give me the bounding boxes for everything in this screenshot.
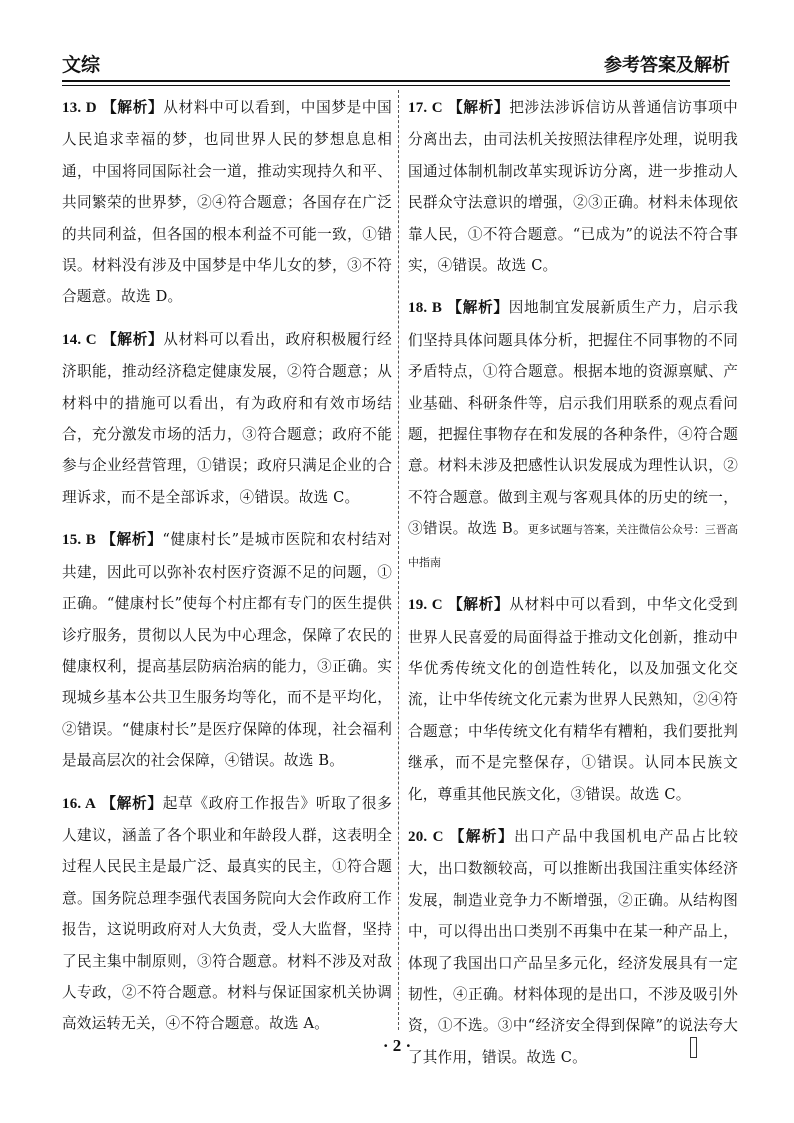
column-divider	[398, 90, 399, 1030]
analysis-tag: 【解析】	[102, 99, 164, 116]
left-column	[62, 92, 392, 1051]
question-number: 17. C	[408, 100, 443, 116]
analysis-tag: 【解析】	[101, 531, 163, 549]
corner-mark	[690, 1037, 697, 1058]
analysis-text: 因地制宜发展新质生产力，启示我们坚持具体问题具体分析，把握住不同事物的不同矛盾特点，①符合题意。根据本地的资源禀赋、产业基础、科研条件等，启示我们用联系的观点看问题，把握住事物存在和发展的各种条件，④符合题意。材料未涉及把感性认识发展成为理性认识，②不符合题意。做到主观与客观具体的历史的统一，③错误。故选 B。	[408, 299, 738, 538]
question-number: 18. B	[408, 300, 443, 317]
answer-item-14	[62, 324, 392, 513]
right-column	[408, 92, 738, 1084]
question-number: 14. C	[62, 331, 97, 348]
question-number: 13. D	[62, 100, 97, 116]
header-rule-thick	[62, 80, 730, 82]
question-number: 15. B	[62, 532, 96, 549]
analysis-tag: 【解析】	[449, 827, 515, 845]
promo-text: 更多试题与答案，关注微信公众号：三晋高中指南	[408, 523, 739, 569]
analysis-tag: 【解析】	[447, 299, 509, 317]
answer-item-15	[62, 524, 392, 776]
header-rule-thin	[62, 85, 730, 86]
analysis-text: 从材料中可以看到，中国梦是中国人民追求幸福的梦，也同世界人民的梦想息息相通，中国将同国际社会一道，推动实现持久和平、共同繁荣的世界梦，②④符合题意；各国存在广泛的共同利益，但各国的根本利益不可能一致，①错误。材料没有涉及中国梦是中华儿女的梦，③不符合题意。故选 D。	[62, 99, 392, 306]
answer-item-13	[62, 92, 392, 313]
analysis-text: 从材料中可以看到，中华文化受到世界人民喜爱的局面得益于推动文化创新，推动中华优秀传统文化的创造性转化，以及加强文化交流，让中华传统文化元素为世界人民熟知，②④符合题意；中华传统文化有精华有糟粕，我们要批判继承，而不是完整保存，①错误。认同本民族文化，尊重其他民族文化，③错误。故选 C。	[408, 596, 738, 803]
question-number: 19. C	[408, 597, 443, 614]
section-title: 参考答案及解析	[604, 55, 730, 76]
page-number: · 2 ·	[382, 1036, 412, 1055]
analysis-tag: 【解析】	[101, 794, 163, 812]
answer-item-18	[408, 292, 738, 578]
analysis-tag: 【解析】	[102, 330, 164, 348]
analysis-text: 从材料可以看出，政府积极履行经济职能，推动经济稳定健康发展，②符合题意；从材料中的措施可以看出，有为政府和有效市场结合，充分激发市场的活力，③符合题意；政府不能参与企业经营管理，①错误；政府只满足企业的合理诉求，而不是全部诉求，④错误。故选 C。	[62, 330, 392, 506]
page-header	[62, 50, 730, 82]
question-number: 16. A	[62, 795, 97, 812]
answer-item-16	[62, 788, 392, 1040]
analysis-tag: 【解析】	[448, 596, 510, 614]
analysis-text: 出口产品中我国机电产品占比较大，出口数额较高，可以推断出我国注重实体经济发展，制造业竞争力不断增强，②正确。从结构图中，可以得出出口类别不再集中在某一种产品上，体现了我国出口产品呈多元化，经济发展具有一定韧性，④正确。材料体现的是出口，不涉及吸引外资，①不选。③中“经济安全得到保障”的说法夸大了其作用，错误。故选 C。	[408, 827, 738, 1066]
analysis-text: “健康村长”是城市医院和农村结对共建，因此可以弥补农村医疗资源不足的问题，①正确。“健康村长”使每个村庄都有专门的医生提供诊疗服务，贯彻以人民为中心理念，保障了农民的健康权利，提高基层防病治病的能力，③正确。实现城乡基本公共卫生服务均等化，而不是平均化，②错误。“健康村长”是医疗保障的体现，社会福利是最高层次的社会保障，④错误。故选 B。	[62, 531, 392, 770]
subject-label: 文综	[62, 54, 101, 76]
analysis-text: 起草《政府工作报告》听取了很多人建议，涵盖了各个职业和年龄段人群，这表明全过程人民民主是最广泛、最真实的民主，①符合题意。国务院总理李强代表国务院向大会作政府工作报告，这说明政府对人大负责，受人大监督，坚持了民主集中制原则，③符合题意。材料不涉及对敌人专政，②不符合题意。材料与保证国家机关协调高效运转无关，④不符合题意。故选 A。	[62, 794, 392, 1033]
analysis-tag: 【解析】	[448, 99, 510, 116]
answer-item-19	[408, 589, 738, 810]
answer-item-17	[408, 92, 738, 281]
question-number: 20. C	[408, 828, 444, 845]
analysis-text: 把涉法涉诉信访从普通信访事项中分离出去，由司法机关按照法律程序处理，说明我国通过体制机制改革实现诉访分离，进一步推动人民群众守法意识的增强，②③正确。材料未体现依靠人民，①不符合题意。“已成为”的说法不符合事实，④错误。故选 C。	[408, 99, 738, 275]
